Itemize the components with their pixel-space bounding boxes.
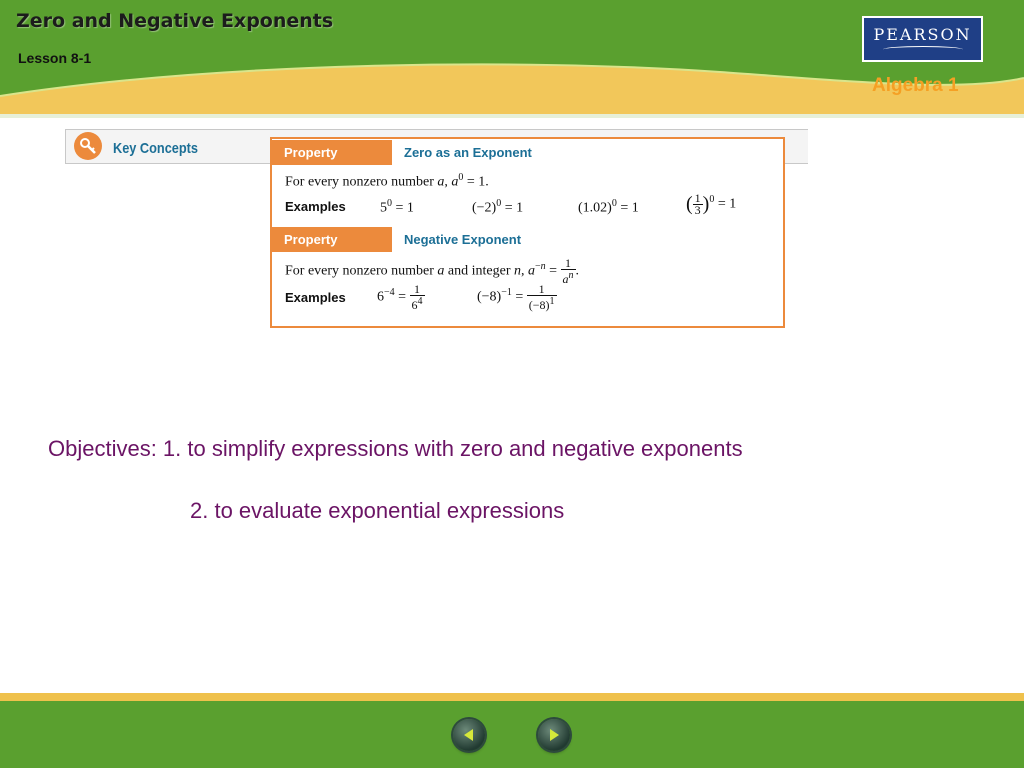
property-statement-negative: For every nonzero number a and integer n, $a^{-n}$ = $\frac{1}{a^n}$ . (285, 256, 580, 286)
previous-slide-button[interactable] (453, 719, 485, 751)
publisher-logo-text: PEARSON (873, 24, 972, 44)
key-icon (74, 132, 102, 160)
example-item: $(1.02)^0 = 1$ (578, 198, 639, 216)
slide-header (0, 0, 1024, 118)
objective-2: 2. to evaluate exponential expressions (190, 498, 565, 523)
arrow-right-icon (545, 726, 563, 744)
example-item: $(-8)^{-1}$ = $\frac{1}{(-8)^1}$ (477, 282, 555, 312)
objective-1: Objectives: 1. to simplify expressions with zero and negative exponents (48, 436, 743, 461)
footer-stripe (0, 693, 1024, 701)
arrow-left-icon (460, 726, 478, 744)
property-statement-zero: For every nonzero number a, $a^0 = 1$. (285, 172, 489, 190)
example-item: $6^{-4}$ = $\frac{1}{6^4}$ (377, 282, 423, 312)
publisher-logo (862, 16, 983, 62)
examples-label: Examples (285, 290, 346, 305)
example-item: $(-2)^0 = 1$ (472, 198, 524, 216)
next-slide-button[interactable] (538, 719, 570, 751)
example-item: $5^0 = 1$ (380, 198, 414, 216)
logo-swoosh (883, 46, 963, 53)
course-label: Algebra 1 (872, 75, 959, 96)
property-name: Negative Exponent (404, 232, 522, 247)
lesson-label: Lesson 8-1 (18, 50, 92, 66)
property-header-zero (272, 140, 783, 165)
property-header-negative (272, 227, 783, 252)
property-tag: Property (272, 140, 392, 165)
footer-bar (0, 701, 1024, 768)
example-item: ( $\frac{1}{3}$ )$^0$ = 1 (686, 191, 737, 217)
page-title: Zero and Negative Exponents (16, 10, 334, 32)
examples-label: Examples (285, 199, 346, 214)
property-name: Zero as an Exponent (404, 145, 532, 160)
property-tag: Property (272, 227, 392, 252)
key-concepts-panel (270, 137, 785, 328)
key-concepts-label: Key Concepts (113, 140, 199, 157)
